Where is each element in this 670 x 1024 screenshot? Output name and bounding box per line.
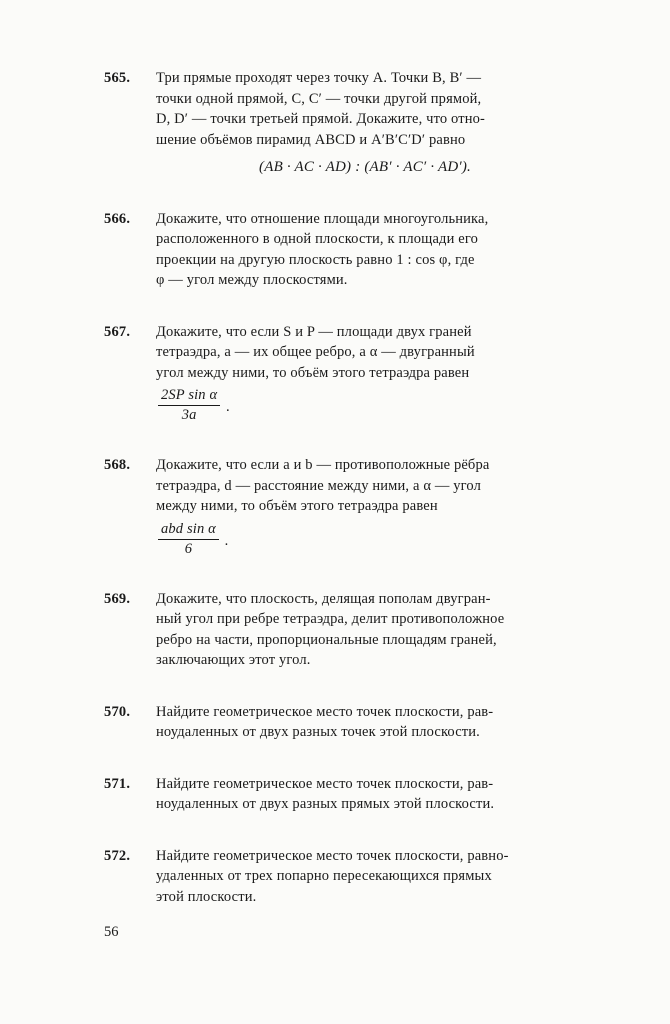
problem-566 [104,209,574,291]
problem-565 [104,68,574,178]
problem-line: проекции на другую плоскость равно 1 : cos φ, где [156,251,475,268]
problem-list [104,68,574,938]
problem-number: 567. [104,323,131,340]
fraction-tail: . [226,399,230,416]
problem-text [156,209,574,291]
problem-569 [104,589,574,671]
problem-number: 568. [104,457,131,473]
problem-line: D, D′ — точки третьей прямой. Докажите, что отно- [156,111,486,127]
problem-text [156,589,574,671]
problem-text [156,846,574,908]
problem-text [156,702,574,743]
problem-line: этой плоскости. [156,888,257,905]
problem-line: Докажите, что если S и P — площади двух граней [156,323,472,340]
problem-formula: (AB · AC · AD) : (AB′ · AC′ · AD′). [259,159,471,175]
problem-line: ноудаленных от двух разных прямых этой плоскости. [156,796,495,812]
problem-line: Три прямые проходят через точку A. Точки B, B′ — [156,70,482,86]
problem-text [156,68,574,178]
problem-line: угол между ними, то объём этого тетраэдра равен [156,364,470,381]
problem-line: между ними, то объём этого тетраэдра равен [156,498,438,514]
problem-text [156,322,574,425]
problem-567 [104,322,574,425]
fraction-numerator: abd sin α [158,521,219,540]
problem-572 [104,846,574,908]
problem-line: тетраэдра, d — расстояние между ними, а α — угол [156,477,482,494]
problem-line: φ — угол между плоскостями. [156,272,348,288]
problem-fraction [156,521,574,558]
problem-text [156,455,574,558]
problem-line: удаленных от трех попарно пересекающихся прямых [156,868,492,884]
fraction-denominator: 3a [181,407,197,423]
problem-line: Докажите, что отношение площади многоугольника, [156,210,489,227]
problem-line: Докажите, что плоскость, делящая пополам двугран- [156,590,491,607]
problem-line: заключающих этот угол. [156,652,311,668]
problem-number: 572. [104,847,131,864]
problem-number: 569. [104,590,131,607]
problem-line: ребро на части, пропорциональные площадям граней, [156,631,497,648]
problem-line: точки одной прямой, C, C′ — точки другой прямой, [156,90,482,107]
fraction-numerator: 2SP sin α [158,387,220,406]
problem-number: 565. [104,70,131,86]
problem-571 [104,774,574,815]
problem-number: 566. [104,210,131,227]
problem-line: Найдите геометрическое место точек плоскости, равно- [156,847,509,864]
fraction [158,387,220,424]
problem-number: 571. [104,775,131,792]
problem-line: Найдите геометрическое место точек плоскости, рав- [156,775,494,792]
fraction-denominator: 6 [184,540,193,557]
fraction [158,521,219,558]
page-number: 56 [104,924,119,940]
problem-line: тетраэдра, a — их общее ребро, а α — двугранный [156,344,475,360]
problem-line: Найдите геометрическое место точек плоскости, рав- [156,703,494,720]
fraction-tail: . [224,532,229,549]
problem-text [156,774,574,815]
problem-line: ноудаленных от двух разных точек этой плоскости. [156,724,480,740]
problem-fraction [156,387,574,424]
problem-line: Докажите, что если a и b — противоположные рёбра [156,457,490,473]
problem-568 [104,455,574,558]
problem-line: ный угол при ребре тетраэдра, делит противоположное [156,611,505,627]
problem-line: расположенного в одной плоскости, к площади его [156,231,478,247]
problem-line: шение объёмов пирамид ABCD и A′B′C′D′ равно [156,131,466,148]
problem-number: 570. [104,703,131,720]
problem-570 [104,702,574,743]
